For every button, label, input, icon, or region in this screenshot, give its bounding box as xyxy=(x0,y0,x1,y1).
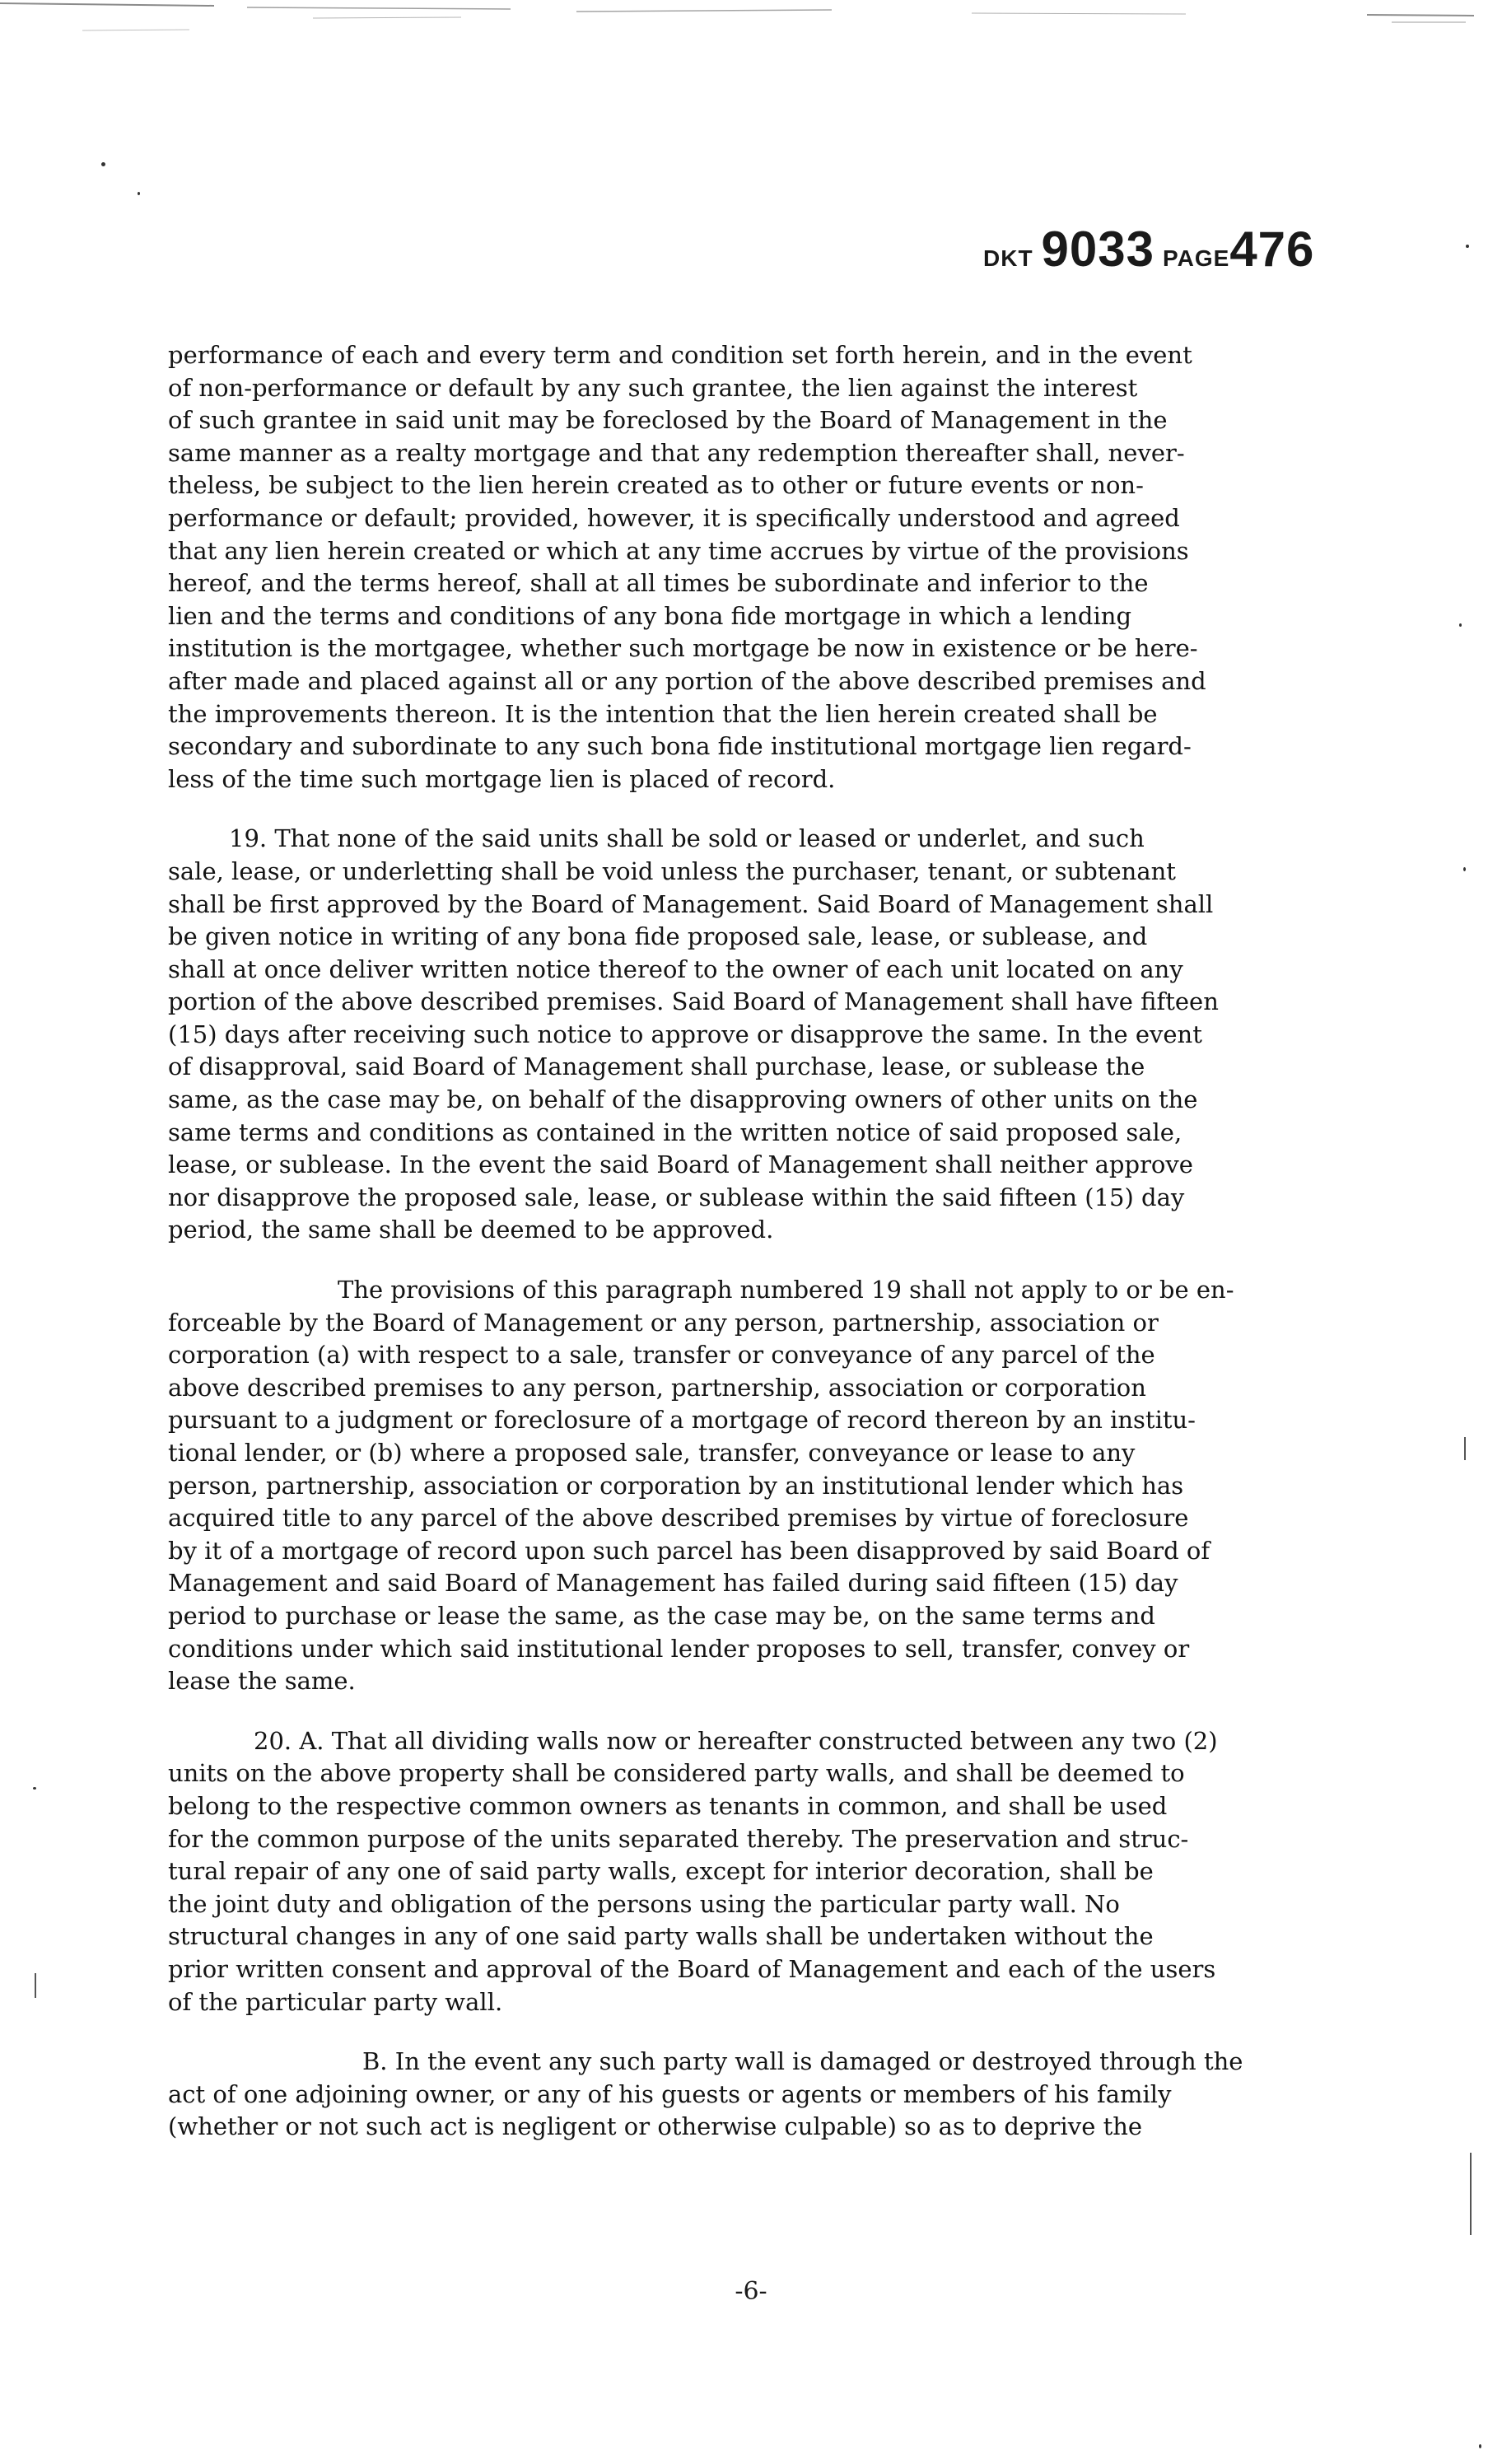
text-line: that any lien herein created or which at any time accrues by virtue of the provisions xyxy=(168,536,1189,565)
text-line: period, the same shall be deemed to be approved. xyxy=(168,1216,774,1244)
text-line: (whether or not such act is negligent or otherwise culpable) so as to deprive the xyxy=(168,2112,1143,2141)
text-line: performance or default; provided, however, it is specifically understood and agreed xyxy=(168,503,1180,532)
page-value: 476 xyxy=(1229,222,1315,277)
text-line: of disapproval, said Board of Management shall purchase, lease, or sublease the xyxy=(168,1052,1145,1081)
text-line: tional lender, or (b) where a proposed sale, transfer, conveyance or lease to any xyxy=(168,1439,1136,1467)
text-line: the joint duty and obligation of the persons using the particular party wall. No xyxy=(168,1889,1120,1918)
text-line: acquired title to any parcel of the above described premises by virtue of foreclosure xyxy=(168,1504,1189,1533)
text-line: prior written consent and approval of the Board of Management and each of the users xyxy=(168,1954,1216,1983)
page-number: -6- xyxy=(735,2277,767,2306)
text-line: The provisions of this paragraph numbered 19 shall not apply to or be en- xyxy=(338,1276,1234,1304)
docket-number: 9033 xyxy=(1041,222,1155,277)
page-label: PAGE xyxy=(1163,245,1230,271)
paragraph-19-provisions xyxy=(168,1274,1420,1698)
text-line: same manner as a realty mortgage and that any redemption thereafter shall, never- xyxy=(168,438,1185,467)
text-line: of such grantee in said unit may be foreclosed by the Board of Management in the xyxy=(168,406,1168,435)
text-line: the improvements thereon. It is the intention that the lien herein created shall be xyxy=(168,699,1158,728)
text-line: lease the same. xyxy=(168,1667,356,1696)
paragraph-20b xyxy=(168,2046,1420,2144)
text-line: belong to the respective common owners as tenants in common, and shall be used xyxy=(168,1791,1168,1820)
text-line: less of the time such mortgage lien is placed of record. xyxy=(168,764,836,793)
text-line: units on the above property shall be considered party walls, and shall be deemed to xyxy=(168,1759,1185,1788)
scan-speck xyxy=(1466,245,1469,248)
scan-edge-mark xyxy=(1470,2153,1472,2235)
docket-label: DKT xyxy=(983,245,1033,271)
text-line: 19. That none of the said units shall be sold or leased or underlet, and such xyxy=(229,824,1145,853)
text-line: lease, or sublease. In the event the said Board of Management shall neither approve xyxy=(168,1150,1193,1179)
text-line: tural repair of any one of said party walls, except for interior decoration, shall be xyxy=(168,1857,1154,1886)
text-line: sale, lease, or underletting shall be void unless the purchaser, tenant, or subtenant xyxy=(168,856,1176,885)
text-line: act of one adjoining owner, or any of his guests or agents or members of his family xyxy=(168,2079,1172,2108)
text-line: portion of the above described premises. Said Board of Management shall have fifteen xyxy=(168,987,1219,1016)
text-line: theless, be subject to the lien herein created as to other or future events or non- xyxy=(168,471,1144,500)
scan-speck xyxy=(101,162,105,166)
text-line: pursuant to a judgment or foreclosure of a mortgage of record thereon by an institu- xyxy=(168,1406,1196,1435)
scan-edge-mark xyxy=(1464,1437,1466,1460)
text-line: be given notice in writing of any bona fide proposed sale, lease, or sublease, and xyxy=(168,922,1148,951)
text-line: performance of each and every term and condition set forth herein, and in the event xyxy=(168,341,1192,369)
text-line: nor disapprove the proposed sale, lease, or sublease within the said fifteen (15) day xyxy=(168,1183,1185,1211)
text-line: 20. A. That all dividing walls now or hereafter constructed between any two (2) xyxy=(254,1726,1218,1755)
text-line: for the common purpose of the units separated thereby. The preservation and struc- xyxy=(168,1824,1189,1853)
scan-speck xyxy=(138,192,140,195)
text-line: hereof, and the terms hereof, shall at all times be subordinate and inferior to the xyxy=(168,569,1149,598)
scan-speck xyxy=(1463,867,1466,871)
text-line: by it of a mortgage of record upon such parcel has been disapproved by said Board of xyxy=(168,1536,1210,1565)
text-line: secondary and subordinate to any such bona fide institutional mortgage lien regard- xyxy=(168,732,1192,761)
scan-speck xyxy=(1459,623,1462,627)
text-line: corporation (a) with respect to a sale, transfer or conveyance of any parcel of the xyxy=(168,1341,1155,1370)
docket-stamp xyxy=(983,221,1314,278)
scan-speck xyxy=(1479,2444,1481,2448)
text-line: above described premises to any person, partnership, association or corporation xyxy=(168,1373,1146,1402)
text-line: structural changes in any of one said party walls shall be undertaken without the xyxy=(168,1922,1154,1951)
paragraph-20a xyxy=(168,1725,1420,2018)
text-line: shall be first approved by the Board of Management. Said Board of Management shall xyxy=(168,889,1214,918)
text-line: institution is the mortgagee, whether such mortgage be now in existence or be here- xyxy=(168,634,1198,663)
scan-speck xyxy=(33,1787,36,1790)
text-line: same terms and conditions as contained in the written notice of said proposed sale, xyxy=(168,1118,1182,1146)
document-body xyxy=(168,339,1420,2144)
text-line: after made and placed against all or any portion of the above described premises and xyxy=(168,666,1206,695)
text-line: forceable by the Board of Management or any person, partnership, association or xyxy=(168,1308,1159,1337)
text-line: Management and said Board of Management has failed during said fifteen (15) day xyxy=(168,1569,1178,1598)
text-line: lien and the terms and conditions of any bona fide mortgage in which a lending xyxy=(168,601,1132,630)
text-line: shall at once deliver written notice thereof to the owner of each unit located on any xyxy=(168,954,1183,983)
paragraph-19 xyxy=(168,823,1420,1247)
text-line: B. In the event any such party wall is damaged or destroyed through the xyxy=(362,2047,1243,2076)
text-line: (15) days after receiving such notice to approve or disapprove the same. In the event xyxy=(168,1020,1202,1048)
paragraph-lien-continuation xyxy=(168,339,1420,796)
scan-edge-marks xyxy=(0,0,1502,49)
scan-edge-mark xyxy=(35,1973,36,1998)
text-line: period to purchase or lease the same, as the case may be, on the same terms and xyxy=(168,1601,1155,1630)
text-line: person, partnership, association or corporation by an institutional lender which has xyxy=(168,1471,1184,1500)
text-line: conditions under which said institutional lender proposes to sell, transfer, convey or xyxy=(168,1634,1190,1663)
text-line: of non-performance or default by any such grantee, the lien against the interest xyxy=(168,373,1138,402)
text-line: same, as the case may be, on behalf of the disapproving owners of other units on the xyxy=(168,1085,1198,1114)
text-line: of the particular party wall. xyxy=(168,1987,503,2016)
